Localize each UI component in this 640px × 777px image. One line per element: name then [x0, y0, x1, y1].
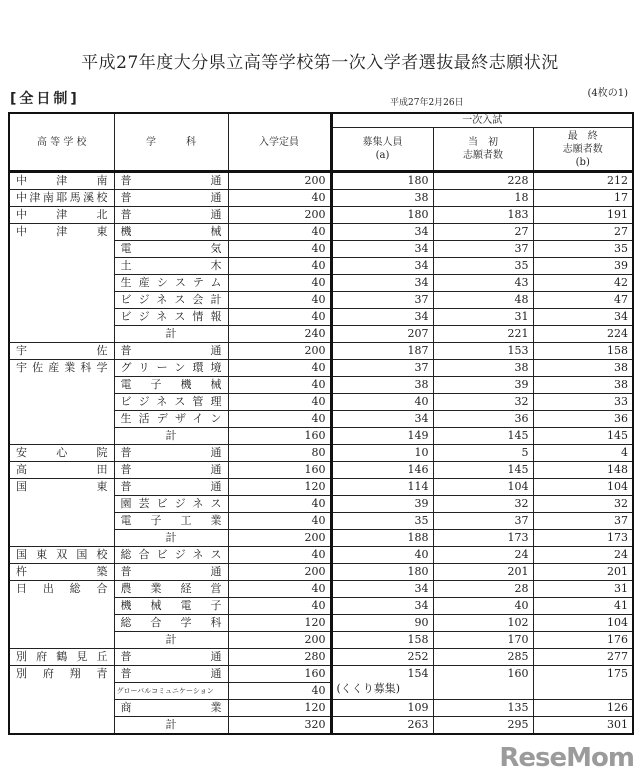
final-applicants-value: 32	[533, 496, 633, 513]
header-school: 高 等 学 校	[9, 113, 114, 172]
recruit-number: 34	[414, 310, 429, 323]
recruit-number: 90	[414, 616, 429, 629]
final-applicants-value: 4	[533, 445, 633, 462]
header-capacity: 入学定員	[228, 113, 331, 172]
department-name: 総合ビジネス	[114, 547, 228, 564]
recruit-value	[331, 377, 433, 394]
final-applicants-value: 158	[533, 343, 633, 360]
capacity-value: 40	[228, 598, 331, 615]
recruit-value	[331, 700, 433, 717]
recruit-value	[331, 411, 433, 428]
header-row	[9, 113, 633, 128]
initial-applicants-value: 145	[433, 428, 533, 445]
capacity-value: 40	[228, 275, 331, 292]
header-final-label: 最 終	[567, 130, 598, 142]
header-initial	[433, 128, 533, 172]
school-name: 宇佐産業科学	[9, 360, 114, 445]
final-applicants-value: 175	[533, 666, 633, 700]
capacity-value: 200	[228, 343, 331, 360]
school-name: 高田	[9, 462, 114, 479]
recruit-value	[331, 445, 433, 462]
recruit-value	[331, 428, 433, 445]
department-name: ビジネス会計	[114, 292, 228, 309]
initial-applicants-value: 135	[433, 700, 533, 717]
capacity-value: 280	[228, 649, 331, 666]
initial-applicants-value: 153	[433, 343, 533, 360]
initial-applicants-value: 32	[433, 496, 533, 513]
table-row	[9, 343, 633, 360]
school-name: 中津北	[9, 207, 114, 224]
capacity-value: 200	[228, 632, 331, 649]
capacity-value: 40	[228, 224, 331, 241]
capacity-value: 40	[228, 292, 331, 309]
final-applicants-value: 173	[533, 530, 633, 547]
recruit-number: 158	[407, 633, 429, 646]
department-name: 普通	[114, 564, 228, 581]
department-name: 普通	[114, 445, 228, 462]
recruit-number: 40	[414, 548, 429, 561]
school-name: 別府翔青	[9, 666, 114, 735]
school-name: 別府鶴見丘	[9, 649, 114, 666]
page-label: (4枚の1)	[587, 88, 628, 99]
recruit-value	[331, 581, 433, 598]
initial-applicants-value: 35	[433, 258, 533, 275]
recruit-number: 207	[407, 327, 429, 340]
department-name: 普通	[114, 479, 228, 496]
final-applicants-value: 41	[533, 598, 633, 615]
recruit-number: 34	[414, 276, 429, 289]
capacity-value: 120	[228, 700, 331, 717]
initial-applicants-value: 36	[433, 411, 533, 428]
school-name: 宇佐	[9, 343, 114, 360]
department-name: 機械電子	[114, 598, 228, 615]
initial-applicants-value: 18	[433, 190, 533, 207]
capacity-value: 40	[228, 394, 331, 411]
initial-applicants-value: 102	[433, 615, 533, 632]
capacity-value: 40	[228, 309, 331, 326]
recruit-value	[331, 462, 433, 479]
department-name: 計	[114, 632, 228, 649]
capacity-value: 120	[228, 615, 331, 632]
recruit-number: 146	[407, 463, 429, 476]
initial-applicants-value: 27	[433, 224, 533, 241]
initial-applicants-value: 160	[433, 666, 533, 700]
department-name: 農業経営	[114, 581, 228, 598]
recruit-number: 188	[407, 531, 429, 544]
recruit-value	[331, 224, 433, 241]
capacity-value: 40	[228, 258, 331, 275]
recruit-value	[331, 632, 433, 649]
department-name: 電気	[114, 241, 228, 258]
recruit-number: 114	[407, 480, 429, 493]
recruit-value	[331, 615, 433, 632]
department-name: 計	[114, 717, 228, 735]
recruit-value	[331, 241, 433, 258]
final-applicants-value: 35	[533, 241, 633, 258]
capacity-value: 40	[228, 547, 331, 564]
initial-applicants-value: 295	[433, 717, 533, 735]
department-name: 園芸ビジネス	[114, 496, 228, 513]
table-row	[9, 207, 633, 224]
recruit-number: 34	[414, 582, 429, 595]
recruit-value	[331, 258, 433, 275]
department-name: 計	[114, 428, 228, 445]
section-label: [全日制]	[10, 91, 80, 107]
recruit-number: 37	[414, 293, 429, 306]
recruit-number: 40	[414, 395, 429, 408]
capacity-value: 200	[228, 564, 331, 581]
header-final	[533, 128, 633, 172]
final-applicants-value: 104	[533, 479, 633, 496]
capacity-value: 200	[228, 172, 331, 190]
capacity-value: 40	[228, 513, 331, 530]
final-applicants-value: 301	[533, 717, 633, 735]
capacity-value: 160	[228, 428, 331, 445]
table-row	[9, 360, 633, 377]
initial-applicants-value: 228	[433, 172, 533, 190]
school-name: 日出総合	[9, 581, 114, 649]
capacity-value: 320	[228, 717, 331, 735]
recruit-value	[331, 513, 433, 530]
final-applicants-value: 17	[533, 190, 633, 207]
recruit-number: 252	[407, 650, 429, 663]
capacity-value: 40	[228, 581, 331, 598]
initial-applicants-value: 32	[433, 394, 533, 411]
recruit-number: 154	[407, 667, 429, 680]
recruit-number: 34	[414, 242, 429, 255]
recruit-number: 34	[414, 225, 429, 238]
document-title: 平成27年度大分県立高等学校第一次入学者選抜最終志願状況	[81, 53, 559, 73]
recruit-value	[331, 360, 433, 377]
table-row	[9, 581, 633, 598]
table-row	[9, 547, 633, 564]
table-row	[9, 649, 633, 666]
final-applicants-value: 39	[533, 258, 633, 275]
final-applicants-value: 36	[533, 411, 633, 428]
header-first-exam: 一次入試	[331, 113, 633, 128]
recruit-number: 39	[414, 497, 429, 510]
department-name: グリーン環境	[114, 360, 228, 377]
capacity-value: 40	[228, 496, 331, 513]
final-applicants-value: 277	[533, 649, 633, 666]
department-name: 普通	[114, 649, 228, 666]
school-name: 安心院	[9, 445, 114, 462]
department-name: グローバルコミュニケーション	[114, 683, 228, 700]
final-applicants-value: 126	[533, 700, 633, 717]
recruit-number: 187	[407, 344, 429, 357]
initial-applicants-value: 201	[433, 564, 533, 581]
final-applicants-value: 37	[533, 513, 633, 530]
department-name: 普通	[114, 190, 228, 207]
school-name: 国東双国校	[9, 547, 114, 564]
capacity-value: 160	[228, 462, 331, 479]
header-initial-sub: 志願者数	[463, 150, 503, 161]
recruit-value	[331, 479, 433, 496]
capacity-value: 200	[228, 530, 331, 547]
recruit-value	[331, 394, 433, 411]
school-name: 杵築	[9, 564, 114, 581]
recruit-number: 34	[414, 412, 429, 425]
initial-applicants-value: 39	[433, 377, 533, 394]
header-recruit-sub: (a)	[375, 150, 390, 161]
table-row	[9, 564, 633, 581]
recruit-number: 34	[414, 599, 429, 612]
department-name: 普通	[114, 207, 228, 224]
header-initial-label: 当 初	[468, 137, 498, 148]
table-row	[9, 190, 633, 207]
initial-applicants-value: 5	[433, 445, 533, 462]
final-applicants-value: 38	[533, 360, 633, 377]
table-row	[9, 172, 633, 190]
initial-applicants-value: 221	[433, 326, 533, 343]
department-name: ビジネス情報	[114, 309, 228, 326]
initial-applicants-value: 38	[433, 360, 533, 377]
school-name: 国東	[9, 479, 114, 547]
initial-applicants-value: 173	[433, 530, 533, 547]
capacity-value: 200	[228, 207, 331, 224]
header-final-sub2: (b)	[575, 156, 590, 168]
applications-table	[8, 112, 634, 735]
department-name: 土木	[114, 258, 228, 275]
recruit-value	[331, 496, 433, 513]
department-name: 普通	[114, 343, 228, 360]
recruit-number: 180	[407, 208, 429, 221]
school-name: 中津東	[9, 224, 114, 343]
table-row	[9, 666, 633, 683]
initial-applicants-value: 37	[433, 241, 533, 258]
initial-applicants-value: 43	[433, 275, 533, 292]
recruit-value	[331, 530, 433, 547]
recruit-note: (くくり募集)	[336, 682, 401, 695]
recruit-number: 180	[407, 174, 429, 187]
department-name: 電子工業	[114, 513, 228, 530]
department-name: ビジネス管理	[114, 394, 228, 411]
recruit-value	[331, 275, 433, 292]
recruit-number: 149	[407, 429, 429, 442]
capacity-value: 40	[228, 411, 331, 428]
final-applicants-value: 38	[533, 377, 633, 394]
recruit-number: 37	[414, 361, 429, 374]
initial-applicants-value: 48	[433, 292, 533, 309]
recruit-number: 35	[414, 514, 429, 527]
capacity-value: 240	[228, 326, 331, 343]
recruit-number: 10	[414, 446, 429, 459]
initial-applicants-value: 37	[433, 513, 533, 530]
recruit-value	[331, 309, 433, 326]
final-applicants-value: 42	[533, 275, 633, 292]
department-name: 生産システム	[114, 275, 228, 292]
recruit-number: 38	[414, 378, 429, 391]
department-name: 普通	[114, 462, 228, 479]
capacity-value: 40	[228, 683, 331, 700]
table-row	[9, 445, 633, 462]
final-applicants-value: 224	[533, 326, 633, 343]
recruit-value	[331, 598, 433, 615]
department-name: 総合学科	[114, 615, 228, 632]
date-label: 平成27年2月26日	[390, 98, 464, 108]
final-applicants-value: 33	[533, 394, 633, 411]
initial-applicants-value: 183	[433, 207, 533, 224]
capacity-value: 120	[228, 479, 331, 496]
recruit-number: 180	[407, 565, 429, 578]
recruit-number: 109	[407, 701, 429, 714]
final-applicants-value: 34	[533, 309, 633, 326]
final-applicants-value: 27	[533, 224, 633, 241]
final-applicants-value: 31	[533, 581, 633, 598]
table-row	[9, 224, 633, 241]
department-name: 生活デザイン	[114, 411, 228, 428]
final-applicants-value: 47	[533, 292, 633, 309]
recruit-value	[331, 207, 433, 224]
department-name: 普通	[114, 172, 228, 190]
final-applicants-value: 148	[533, 462, 633, 479]
initial-applicants-value: 28	[433, 581, 533, 598]
table-row	[9, 479, 633, 496]
header-dept: 学 科	[114, 113, 228, 172]
recruit-value	[331, 649, 433, 666]
recruit-value	[331, 190, 433, 207]
initial-applicants-value: 145	[433, 462, 533, 479]
department-name: 計	[114, 326, 228, 343]
final-applicants-value: 24	[533, 547, 633, 564]
final-applicants-value: 191	[533, 207, 633, 224]
initial-applicants-value: 285	[433, 649, 533, 666]
recruit-value	[331, 547, 433, 564]
initial-applicants-value: 170	[433, 632, 533, 649]
school-name: 中津南	[9, 172, 114, 190]
recruit-value	[331, 292, 433, 309]
final-applicants-value: 145	[533, 428, 633, 445]
school-name: 中津南耶馬溪校	[9, 190, 114, 207]
recruit-value	[331, 172, 433, 190]
capacity-value: 80	[228, 445, 331, 462]
capacity-value: 40	[228, 377, 331, 394]
department-name: 普通	[114, 666, 228, 683]
department-name: 電子機械	[114, 377, 228, 394]
final-applicants-value: 176	[533, 632, 633, 649]
recruit-value	[331, 343, 433, 360]
header-recruit-label: 募集人員	[362, 137, 403, 148]
watermark-logo: ReseMom	[499, 743, 634, 773]
capacity-value: 40	[228, 241, 331, 258]
recruit-number: 34	[414, 259, 429, 272]
recruit-value	[331, 717, 433, 735]
department-name: 機械	[114, 224, 228, 241]
header-recruit	[331, 128, 433, 172]
department-name: 商業	[114, 700, 228, 717]
final-applicants-value: 104	[533, 615, 633, 632]
recruit-value	[331, 564, 433, 581]
recruit-number: 263	[407, 718, 429, 731]
table-row	[9, 462, 633, 479]
capacity-value: 160	[228, 666, 331, 683]
capacity-value: 40	[228, 190, 331, 207]
recruit-value	[331, 326, 433, 343]
initial-applicants-value: 40	[433, 598, 533, 615]
initial-applicants-value: 104	[433, 479, 533, 496]
initial-applicants-value: 24	[433, 547, 533, 564]
initial-applicants-value: 31	[433, 309, 533, 326]
final-applicants-value: 212	[533, 172, 633, 190]
recruit-number: 38	[414, 191, 429, 204]
department-name: 計	[114, 530, 228, 547]
capacity-value: 40	[228, 360, 331, 377]
header-final-sub: 志願者数	[562, 143, 603, 155]
recruit-value	[331, 666, 433, 700]
final-applicants-value: 201	[533, 564, 633, 581]
table-body	[9, 172, 633, 735]
